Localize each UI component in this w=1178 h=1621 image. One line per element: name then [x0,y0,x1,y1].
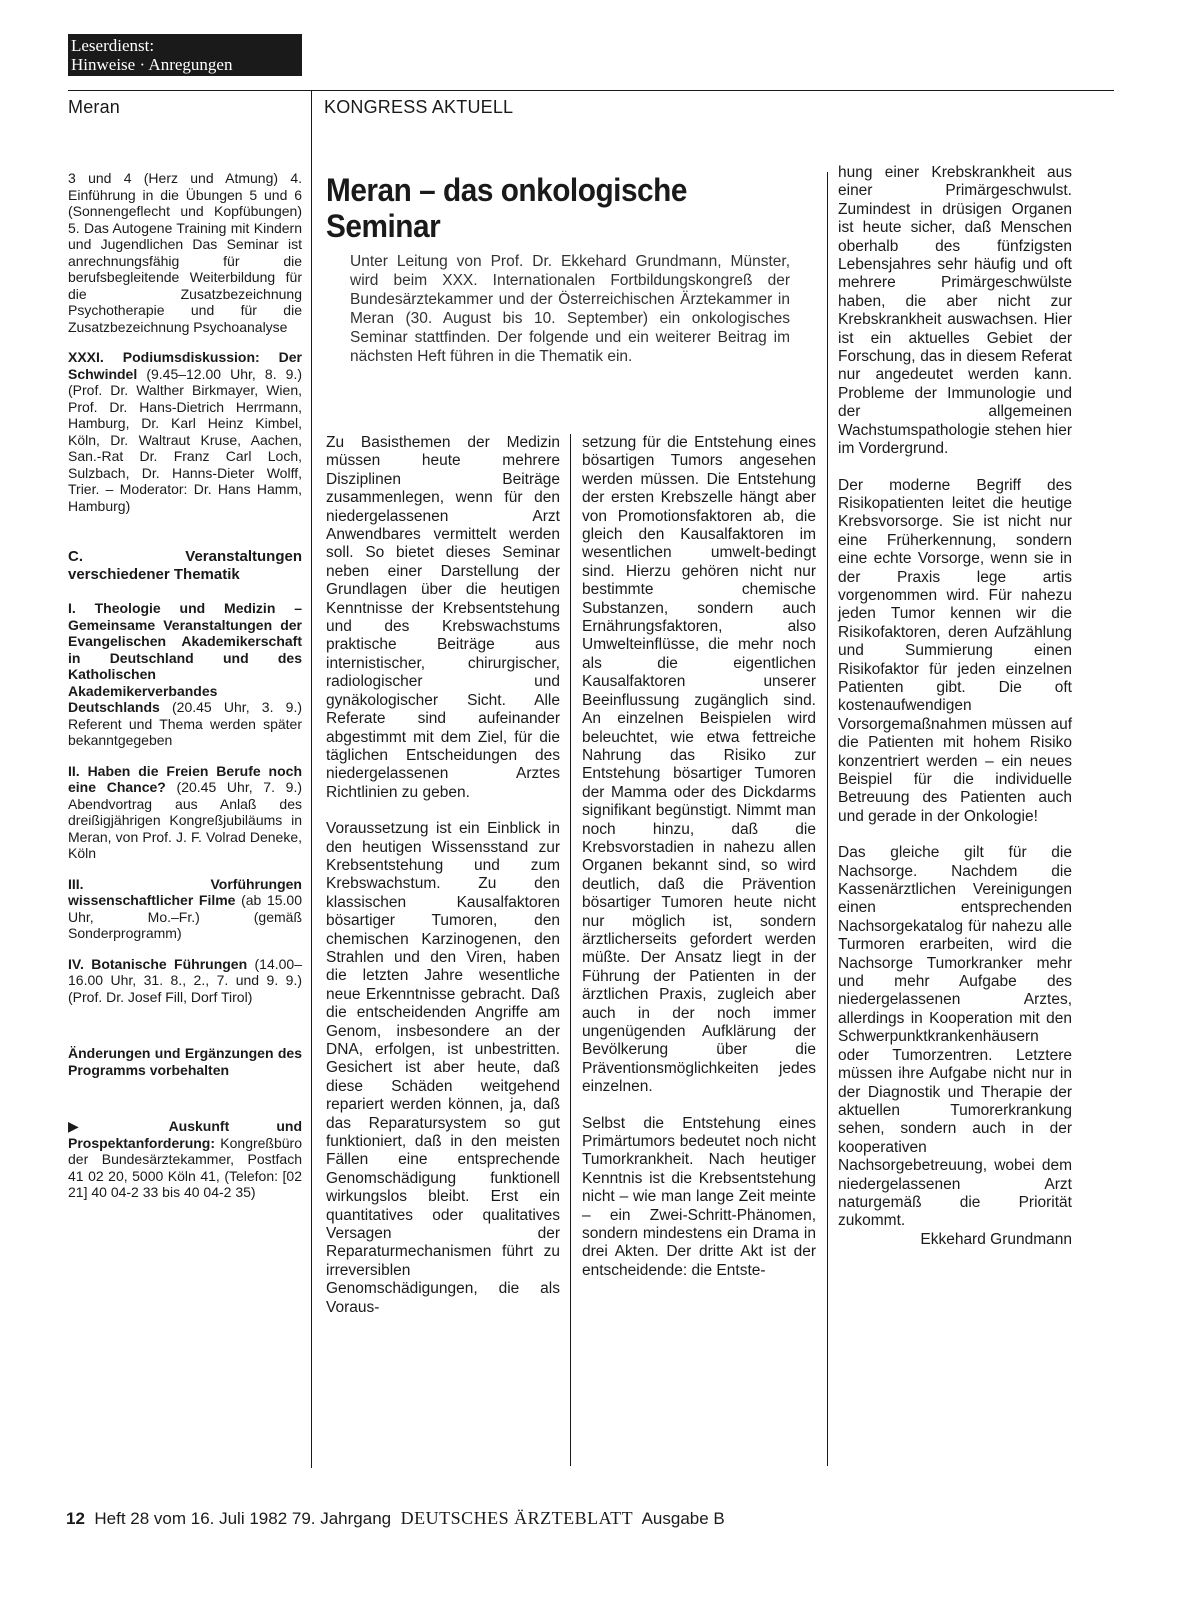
item-text: (20.45 Uhr, 3. 9.) Referent und Thema werden später bekanntgegeben [68,699,302,748]
section-badge [68,34,302,76]
paragraph: setzung für die Entstehung eines bösartigen Tumors angesehen werden müssen. Die Entstehung der ersten Krebszelle hängt aber von Promotionsfaktoren ab, die gleich den Kausalfaktoren im wesentlichen umwelt-bedingt sind. Hierzu gehören nicht nur bestimmte chemische Substanzen, sondern auch Ernährungsfaktoren, also Umwelteinflüsse, die mehr noch als die eigentlichen Kausalfaktoren unserer Beeinflussung zugänglich sind. An einzelnen Beispielen wird beleuchtet, wie etwa fettreiche Nahrung das Risiko zur Entstehung bösartiger Tumoren der Mamma oder des Dickdarms signifikant begünstigt. Nimmt man noch hinzu, daß die Krebsvorstadien in nahezu allen Organen bekannt sind, so wird deutlich, daß die Prävention bösartiger Tumoren heute nicht nur möglich ist, sondern ärztlicherseits gefordert werden müßte. Der Ansatz liegt in der Führung der Patienten in der ärztlichen Praxis, zugleich aber auch in der noch immer ungenügenden Aufklärung der Bevölkerung über die Präventionsmöglichkeiten jedes einzelnen. [582,434,816,1096]
article-column-2 [582,434,816,1298]
program-changes-note: Änderungen und Ergänzungen des Programms vorbehalten [68,1045,302,1078]
program-item-xxxi [68,349,302,514]
author-signature: Ekkehard Grundmann [920,1230,1072,1248]
page-footer [66,1508,725,1529]
right-section-label: KONGRESS AKTUELL [324,97,514,117]
item-title: III. Vorführungen wissenschaftlicher Filme [68,875,302,908]
item-title: II. Haben die Freien Berufe noch eine Chance? [68,762,302,795]
left-column-divider [311,90,312,1468]
program-item-iii [68,876,302,942]
program-item-i [68,600,302,749]
info-text: Kongreßbüro der Bundesärztekammer, Postfach 41 02 20, 5000 Köln 41, (Telefon: [02 21] 40 04-2 33 bis 40 04-2 35) [68,1134,302,1200]
program-column [68,170,302,1215]
badge-line-2: Hinweise · Anregungen [71,55,233,74]
article-intro: Unter Leitung von Prof. Dr. Ekkehard Grundmann, Münster, wird beim XXX. Internationalen Fortbildungskongreß der Bundesärztekammer und der Österreichischen Ärztekammer in Meran (30. August bis 10. September) ein onkologisches Seminar stattfinden. Der folgende und ein weiterer Beitrag im nächsten Heft führen in die Thematik ein. [350,253,790,365]
edition: Ausgabe B [641,1509,725,1528]
paragraph: Der moderne Begriff des Risikopatienten leitet die heutige Krebsvorsorge. Sie ist nicht nur eine Früherkennung, sondern eine echte Vorsorge, wenn sie in der Praxis lege artis vorgenommen wird. Für nahezu jeden Tumor kennen wir die Risikofaktoren, deren Aufzählung und Summierung einen Risikofaktor für jeden einzelnen Patienten gibt. Die oft kostenaufwendigen Vorsorgemaßnahmen müssen auf die Patienten mit hohem Risiko konzentriert werden – ein neues Beispiel für die individuelle Betreuung des Patienten auch und gerade in der Onkologie! [838,476,1072,825]
top-rule [68,90,1114,91]
item-text: (14.00–16.00 Uhr, 31. 8., 2., 7. und 9. 9.) (Prof. Dr. Josef Fill, Dorf Tirol) [68,955,302,1005]
info-title: ▶ Auskunft und Prospektanforderung: [68,1118,302,1151]
paragraph: hung einer Krebskrankheit aus einer Primärgeschwulst. Zumindest in drüsigen Organen ist heute sicher, daß Menschen oberhalb des fünfzigsten Lebensjahres sehr häufig und oft mehrere Primärgeschwülste haben, die aber nicht zur Krebskrankheit auswachsen. Hier ist ein aktuelles Gebiet der Forschung, das in diesem Referat nur angedeutet werden kann. Probleme der Immunologie und der allgemeinen Wachstumspathologie stehen hier im Vordergrund. [838,164,1072,458]
article-column-3 [838,164,1072,1249]
section-c-heading: C. Veranstaltungen verschiedener Thematik [68,548,302,583]
left-section-label: Meran [68,97,121,117]
paragraph: Zu Basisthemen der Medizin müssen heute mehrere Disziplinen Beiträge zusammenlegen, wenn für den niedergelassenen Arzt Anwendbares vermittelt werden soll. So bietet dieses Seminar neben einer Darstellung der Grundlagen über die heutigen Kenntnisse der Krebsentstehung und des Krebswachstums praktische Beiträge aus internistischer, chirurgischer, radiologischer und gynäkologischer Sicht. Alle Referate sind aufeinander abgestimmt mit dem Ziel, für die täglichen Entscheidungen des niedergelassenen Arztes Richtlinien zu geben. [326,434,560,801]
program-continuation: 3 und 4 (Herz und Atmung) 4. Einführung in die Übungen 5 und 6 (Sonnengeflecht und Kopfübungen) 5. Das Autogene Training mit Kindern und Jugendlichen Das Seminar ist anrechnungsfähig für die berufsbegleitende Weiterbildung für die Zusatzbezeichnung Psychotherapie und für die Zusatzbezeichnung Psychoanalyse [68,170,302,335]
item-title: XXXI. Podiumsdiskussion: Der Schwindel [68,349,302,382]
column-divider [827,172,828,1466]
article-title: Meran – das onkologische Seminar [326,172,687,244]
article-column-1 [326,434,560,1335]
column-divider [570,434,571,1466]
item-text: (20.45 Uhr, 7. 9.) Abendvortrag aus Anlaß des dreißigjährigen Kongreßjubiläums in Meran, von Prof. J. F. Volrad Deneke, Köln [68,779,303,861]
item-title: IV. Botanische Führungen [68,955,248,972]
program-item-iv [68,956,302,1006]
info-contact [68,1118,302,1201]
magazine-name: DEUTSCHES ÄRZTEBLATT [400,1508,634,1528]
paragraph: Selbst die Entstehung eines Primärtumors bedeutet noch nicht Tumorkrankheit. Nach heutiger Kenntnis ist die Krebsentstehung nicht – wie man lange Zeit meinte – ein Zwei-Schritt-Phänomen, sondern mindestens ein Drama in drei Akten. Der dritte Akt ist der entscheidende: die Entste- [582,1114,816,1279]
page-number: 12 [66,1509,85,1528]
paragraph: Das gleiche gilt für die Nachsorge. Nachdem die Kassenärztlichen Vereinigungen einen entsprechenden Nachsorgekatalog für nahezu alle Turmoren erarbeiten, wird die Nachsorge Tumorkranker mehr und mehr Aufgabe des niedergelassenen Arztes, allerdings in Kooperation mit den Schwerpunktkrankenhäusern oder Tumorzentren. Letztere müssen ihre Aufgabe nicht nur in der Diagnostik und Therapie der aktuellen Tumorerkrankung sehen, sondern auch in der kooperativen Nachsorgebetreuung, wobei dem niedergelassenen Arzt naturgemäß die Priorität zukommt. [838,844,1072,1230]
issue-info: Heft 28 vom 16. Juli 1982 79. Jahrgang [94,1509,392,1528]
paragraph: Voraussetzung ist ein Einblick in den heutigen Wissensstand zur Krebsentstehung und zum Krebswachstum. Zu den klassischen Kausalfaktoren bösartiger Tumoren, den chemischen Karzinogenen, den Strahlen und den Viren, haben die letzten Jahre wesentliche neue Erkenntnisse gebracht. Daß die entscheidenden Angriffe am Genom, insbesondere an der DNA, erfolgen, ist unbestritten. Gesichert ist aber heute, daß diese Schäden weitgehend repariert werden können, ja, daß das Reparatursystem so gut funktioniert, daß in den meisten Fällen eine entsprechende Genomschädigung funktionell wirkungslos bleibt. Erst ein quantitatives oder qualitatives Versagen der Reparaturmechanismen führt zu irreversiblen Genomschädigungen, die als Voraus- [326,820,560,1316]
item-text: (ab 15.00 Uhr, Mo.–Fr.) (gemäß Sonderprogramm) [68,892,302,941]
program-item-ii [68,763,302,862]
item-text: (9.45–12.00 Uhr, 8. 9.) (Prof. Dr. Walther Birkmayer, Wien, Prof. Dr. Hans-Dietrich Herrmann, Hamburg, Dr. Karl Heinz Kimbel, Köln, Dr. Waltraut Kruse, Aachen, San.-Rat Dr. Franz Carl Loch, Sulzbach, Dr. Hanns-Dieter Wolff, Trier. – Moderator: Dr. Hans Hamm, Hamburg) [68,365,303,514]
badge-line-1: Leserdienst: [71,36,155,55]
item-title: I. Theologie und Medizin – Gemeinsame Veranstaltungen der Evangelischen Akademikerschaft in Deutschland und des Katholischen Akademikerverbandes Deutschlands [68,600,302,715]
